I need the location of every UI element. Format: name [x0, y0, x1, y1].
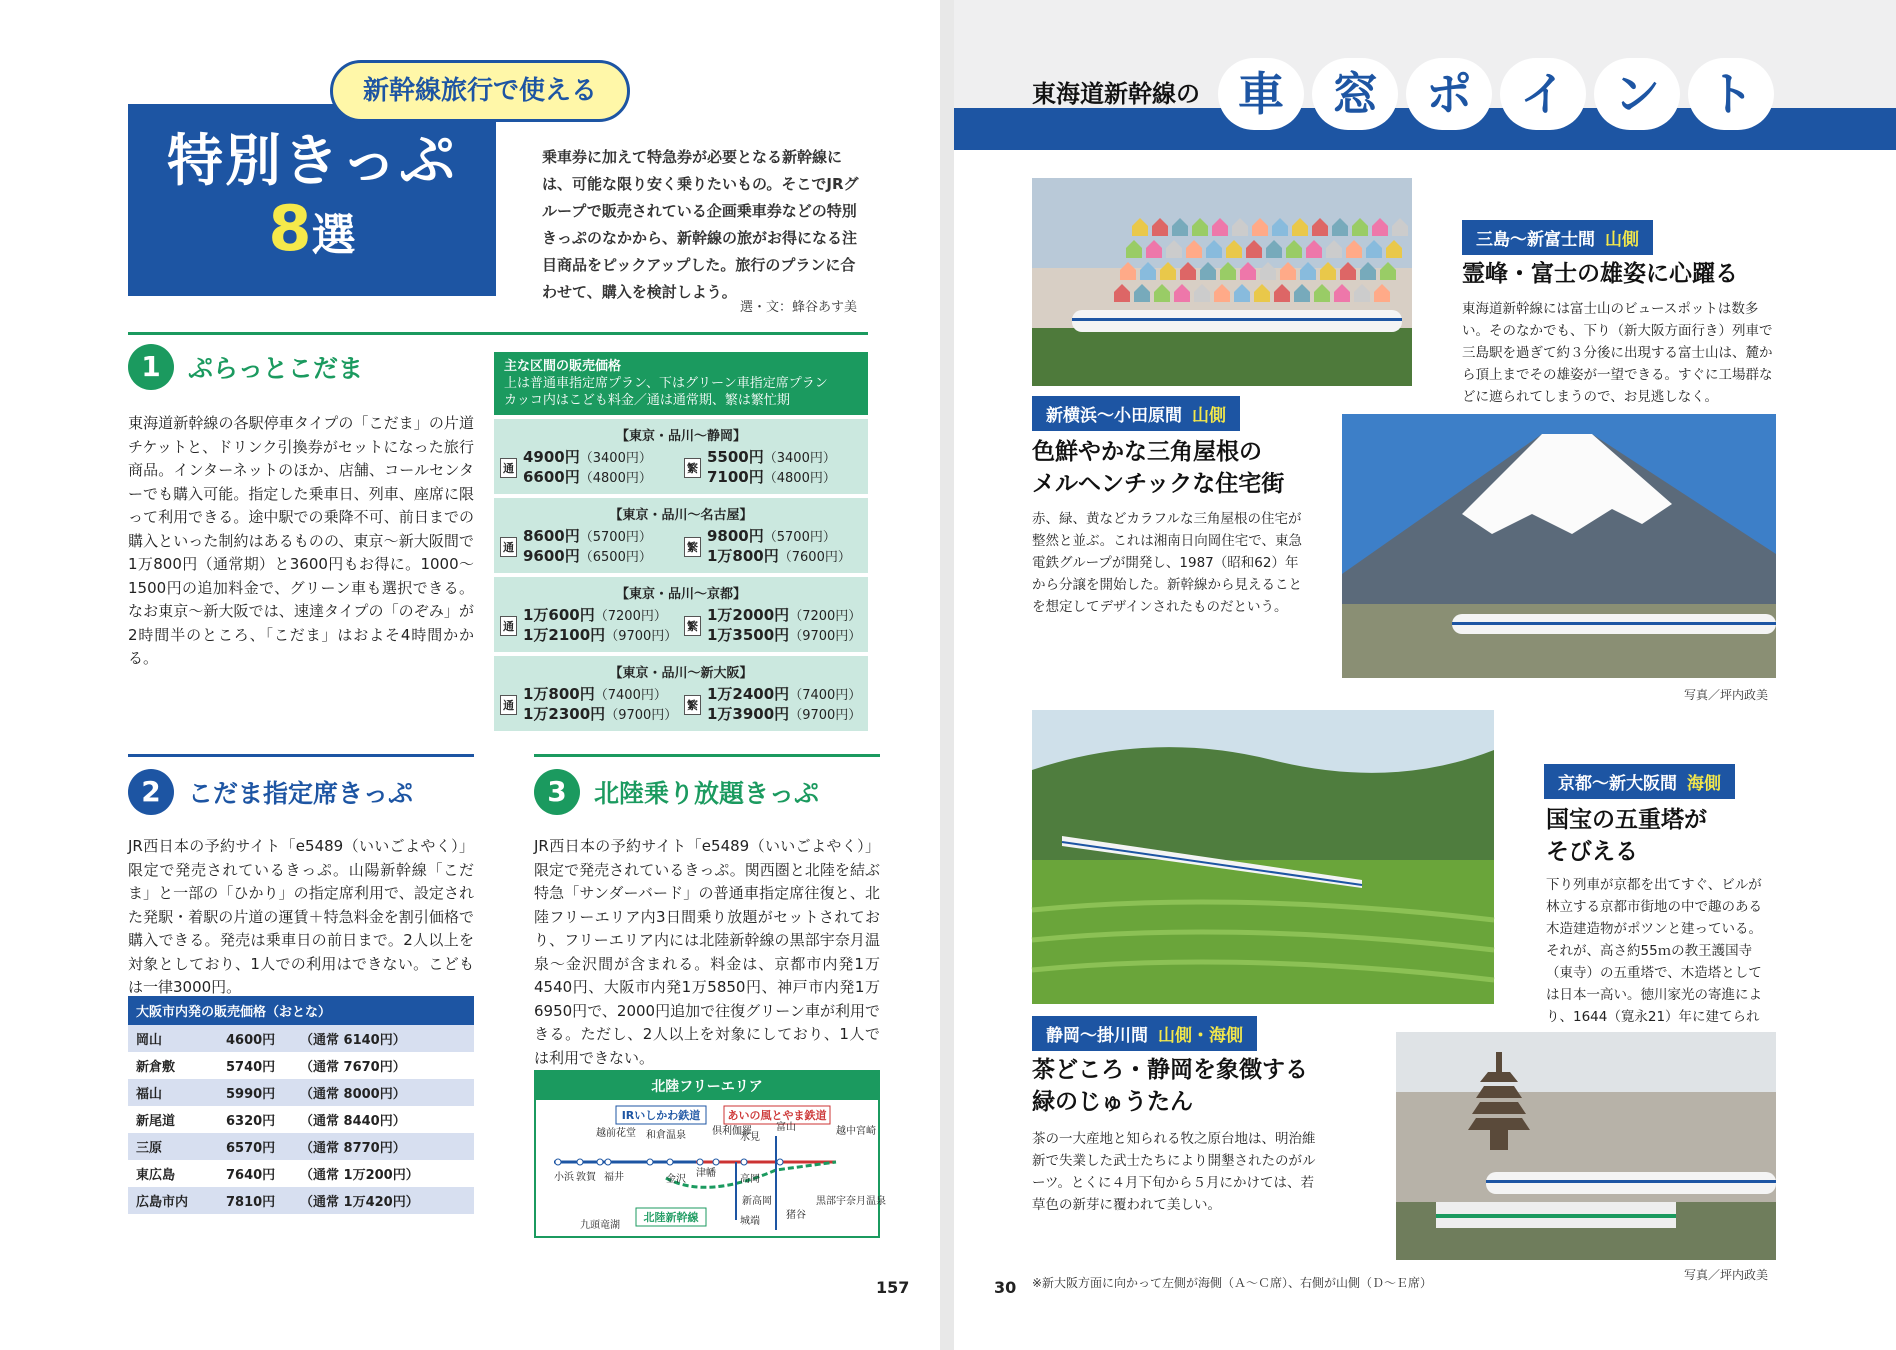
child-price: （5700円） [763, 530, 836, 545]
section-2-rule [128, 754, 474, 757]
table-row [128, 1052, 474, 1079]
price-values [707, 685, 861, 725]
normal-price: （通常 7670円） [300, 1060, 406, 1075]
loc-text: 三島〜新富士間 [1476, 230, 1595, 250]
price: 5740円 [226, 1060, 276, 1075]
divider [128, 332, 868, 335]
price: 7810円 [226, 1195, 276, 1210]
station-label: 敦賀 [576, 1172, 596, 1183]
child-price: （6500円） [579, 550, 652, 565]
section-number: 2 [128, 769, 174, 815]
normal-price: （通常 8770円） [300, 1141, 406, 1156]
station-dot [605, 1159, 611, 1165]
route-name: 【東京・品川〜新大阪】 [609, 666, 753, 681]
price-table [128, 996, 474, 1214]
station-label: 福井 [604, 1172, 624, 1183]
station-dot [741, 1159, 747, 1165]
station-label: 黒部宇奈月温泉 [816, 1196, 886, 1207]
spot-title [1546, 804, 1776, 868]
price: 6570円 [226, 1141, 276, 1156]
tag-normal: 通 [500, 695, 517, 715]
station-label: 金沢 [666, 1174, 686, 1185]
tag-busy: 繁 [684, 616, 701, 636]
price: 1万3900円 [707, 705, 790, 723]
right-page [954, 0, 1896, 1350]
price-head-line3: カッコ内はこども料金／通は通常期、繁は繁忙期 [504, 393, 790, 408]
station-label: 高岡 [740, 1174, 760, 1185]
ainokaze-label: あいの風とやま鉄道 [727, 1109, 827, 1122]
map-diagram [536, 1100, 886, 1238]
normal-price: （通常 8000円） [300, 1087, 406, 1102]
price: 8600円 [523, 527, 580, 545]
station-label: 城端 [740, 1216, 760, 1227]
location-label [1544, 764, 1735, 799]
price: 1万800円 [707, 547, 779, 565]
loc-text: 京都〜新大阪間 [1558, 774, 1677, 794]
section-body: 東海道新幹線の各駅停車タイプの「こだま」の片道チケットと、ドリンク引換券がセットになった旅行商品。インターネットのほか、店舗、コールセンターでも購入可能。指定した乗車日、列車、座席に限って利用できる。途中駅での乗降不可、前日までの購入といった制約はあるものの、東京〜新大阪間で1万800円（通常期）と3600円もお得に。1000〜1500円の追加料金で、グリーン車も選択できる。なお東京〜新大阪では、速達タイプの「のぞみ」が2時間半のところ、「こだま」はおよそ4時間かかる。 [128, 414, 474, 667]
price-values [523, 606, 677, 646]
houses-image [1032, 178, 1412, 386]
header-char: ポ [1406, 58, 1492, 130]
table-row [128, 1106, 474, 1133]
page-number: 157 [876, 1278, 910, 1297]
station-label: 九頭竜湖 [580, 1220, 620, 1231]
header-char: ン [1594, 58, 1680, 130]
child-price: （9700円） [605, 708, 678, 723]
tag-normal: 通 [500, 537, 517, 557]
table-row [128, 1160, 474, 1187]
photo-tea-fields [1032, 710, 1494, 1004]
child-price: （9700円） [605, 629, 678, 644]
tag-busy: 繁 [684, 695, 701, 715]
normal-price: （通常 6140円） [300, 1033, 406, 1048]
price: 6600円 [523, 468, 580, 486]
photo-houses [1032, 178, 1412, 386]
price-head-line1: 主な区間の販売価格 [504, 359, 622, 374]
normal-price: （通常 8440円） [300, 1114, 406, 1129]
station-dot [577, 1159, 583, 1165]
table-row [128, 1079, 474, 1106]
station-label: 猪谷 [786, 1210, 806, 1221]
price-row [500, 606, 862, 646]
table-row [128, 1187, 474, 1214]
title-line: 国宝の五重塔が [1546, 807, 1707, 833]
price-normal [500, 606, 678, 646]
price: 1万2300円 [523, 705, 606, 723]
photo-pagoda [1396, 1032, 1776, 1260]
dest: 新尾道 [136, 1114, 176, 1129]
price: 6320円 [226, 1114, 276, 1129]
section-2 [128, 754, 474, 1000]
price-normal [500, 448, 678, 488]
section-2-head [128, 769, 474, 815]
loc-text: 新横浜〜小田原間 [1046, 406, 1182, 426]
location-label [1032, 1016, 1257, 1051]
title-box [128, 104, 496, 296]
price-row [500, 685, 862, 725]
loc-side: 山側 [1605, 230, 1639, 250]
tag-normal: 通 [500, 458, 517, 478]
station-label: 富山 [776, 1122, 796, 1133]
price-values [707, 448, 836, 488]
dest: 福山 [136, 1087, 163, 1102]
table-row [128, 1133, 474, 1160]
child-price: （9700円） [789, 708, 862, 723]
normal-price: （通常 1万200円） [300, 1168, 419, 1183]
spot-title [1032, 436, 1322, 500]
left-page [0, 0, 940, 1350]
price: 9600円 [523, 547, 580, 565]
price-row [500, 527, 862, 567]
station-dot [713, 1159, 719, 1165]
price-busy [684, 527, 862, 567]
tag-normal: 通 [500, 616, 517, 636]
price-values [523, 685, 677, 725]
title-count: 8選 [268, 192, 356, 265]
section-title: こだま指定席きっぷ [188, 779, 414, 808]
price-busy [684, 606, 862, 646]
photo-credit: 写真／坪内政美 [1684, 1268, 1769, 1282]
price-route [494, 577, 868, 652]
station-label: 倶利伽羅 [712, 1126, 752, 1137]
dest: 東広島 [136, 1168, 176, 1183]
station-dot [647, 1159, 653, 1165]
child-price: （4800円） [763, 471, 836, 486]
price: 5500円 [707, 448, 764, 466]
route-map [534, 1070, 886, 1238]
photo-credit: 写真／坪内政美 [1684, 688, 1769, 702]
station-label: 越中宮崎 [836, 1126, 876, 1137]
station-dot [697, 1159, 703, 1165]
spot-body: 東海道新幹線には富士山のビュースポットは数多い。そのなかでも、下り（新大阪方面行き）列車で三島駅を過ぎて約３分後に出現する富士山は、麓から頂上までその雄姿が一望できる。すぐに工場群などに遮られてしまうので、お見逃しなく。 [1462, 301, 1773, 405]
header-char: 車 [1218, 58, 1304, 130]
footnote: ※新大阪方面に向かって左側が海側（Ａ〜Ｃ席）、右側が山側（Ｄ〜Ｅ席） [1032, 1276, 1433, 1290]
tea-image [1032, 710, 1494, 1004]
table-rows [128, 1025, 474, 1214]
dest: 広島市内 [136, 1195, 189, 1210]
child-price: （4800円） [579, 471, 652, 486]
price-row [500, 448, 862, 488]
child-price: （9700円） [789, 629, 862, 644]
title-line: そびえる [1546, 839, 1638, 865]
price: 5990円 [226, 1087, 276, 1102]
dest: 新倉敷 [136, 1060, 176, 1075]
loc-text: 静岡〜掛川間 [1046, 1026, 1148, 1046]
title-line: 茶どころ・静岡を象徴する [1032, 1057, 1308, 1083]
price-values [707, 527, 851, 567]
price: 7640円 [226, 1168, 276, 1183]
title-main: 特別きっぷ [167, 129, 457, 194]
spot-body: 赤、緑、黄などカラフルな三角屋根の住宅が整然と並ぶ。これは湘南日向岡住宅で、東急電鉄グループが開発し、1987（昭和62）年から分譲を開始した。新幹線から見えることを想定してデザインされたものだという。 [1032, 511, 1302, 615]
station-dot [667, 1159, 673, 1165]
fuji-image [1342, 414, 1776, 678]
photo-fuji [1342, 414, 1776, 678]
loc-side: 山側・海側 [1158, 1026, 1243, 1046]
section-1 [128, 344, 474, 671]
price: 4900円 [523, 448, 580, 466]
title-bubble: 新幹線旅行で使える [330, 60, 630, 122]
price-normal [500, 527, 678, 567]
dest: 岡山 [136, 1033, 163, 1048]
child-price: （5700円） [579, 530, 652, 545]
station-label: 津幡 [696, 1168, 716, 1179]
price-values [523, 527, 652, 567]
station-label: 小浜 [554, 1172, 574, 1183]
section-3-rule [534, 754, 880, 757]
station-label: 新高岡 [742, 1196, 772, 1207]
price-route [494, 419, 868, 494]
station-dot [597, 1159, 603, 1165]
header-char: イ [1500, 58, 1586, 130]
price-box-head [494, 352, 868, 415]
child-price: （7600円） [778, 550, 851, 565]
station-dot [555, 1159, 561, 1165]
price-routes [494, 419, 868, 731]
child-price: （3400円） [763, 451, 836, 466]
spot-body: 下り列車が京都を出てすぐ、ビルが林立する京都市街地の中で趣のある木造建造物がポツンと建っている。それが、高さ約55ｍの教王護国寺（東寺）の五重塔で、木造塔としては日本一高い。徳川家光の寄進により、1644（寛永21）年に建てられ [1546, 877, 1762, 1025]
section-title: 北陸乗り放題きっぷ [594, 779, 820, 808]
price: 1万600円 [523, 606, 595, 624]
station-label: 氷見 [740, 1132, 760, 1143]
price-busy [684, 448, 862, 488]
price: 1万2000円 [707, 606, 790, 624]
price: 9800円 [707, 527, 764, 545]
normal-price: （通常 1万420円） [300, 1195, 419, 1210]
price-box [494, 352, 868, 731]
price-busy [684, 685, 862, 725]
price: 4600円 [226, 1033, 276, 1048]
price: 1万800円 [523, 685, 595, 703]
title-line: 緑のじゅうたん [1032, 1089, 1193, 1115]
price: 1万2100円 [523, 626, 606, 644]
credit: 選・文：蜂谷あす美 [740, 300, 858, 315]
price-values [523, 448, 652, 488]
header-char: ト [1688, 58, 1774, 130]
child-price: （7200円） [789, 609, 862, 624]
station-label: 越前花堂 [596, 1128, 636, 1139]
location-label [1462, 220, 1653, 255]
section-3 [534, 754, 880, 1070]
tag-busy: 繁 [684, 458, 701, 478]
route-name: 【東京・品川〜静岡】 [615, 429, 746, 444]
title-line: メルヘンチックな住宅街 [1032, 471, 1285, 497]
price-normal [500, 685, 678, 725]
child-price: （7400円） [789, 688, 862, 703]
table-row [128, 1025, 474, 1052]
header-prefix: 東海道新幹線の [1032, 80, 1200, 108]
child-price: （7200円） [594, 609, 667, 624]
section-title: ぷらっとこだま [188, 354, 364, 383]
child-price: （3400円） [579, 451, 652, 466]
route-name: 【東京・品川〜名古屋】 [609, 508, 753, 523]
section-number: 1 [128, 344, 174, 390]
price: 1万2400円 [707, 685, 790, 703]
header-char: 窓 [1312, 58, 1398, 130]
station-label: 和倉温泉 [646, 1130, 686, 1141]
spot-title [1032, 1054, 1352, 1118]
title-line: 色鮮やかな三角屋根の [1032, 439, 1262, 465]
price-values [707, 606, 861, 646]
section-body: JR西日本の予約サイト「e5489（いいごよやく）」限定で発売されているきっぷ。関西圏と北陸を結ぶ特急「サンダーバード」の普通車指定席往復と、北陸フリーエリア内3日間乗り放題がセットされており、フリーエリア内には北陸新幹線の黒部宇奈月温泉〜金沢間が含まれる。料金は、京都市内発1万4540円、大阪市内発1万5850円、神戸市内発1万6950円で、2000円追加で往復グリーン車が利用できる。ただし、2人以上を対象にしており、1人では利用できない。 [534, 837, 880, 1067]
loc-side: 海側 [1687, 774, 1721, 794]
dest: 三原 [136, 1141, 163, 1156]
price-route [494, 498, 868, 573]
section-1-head [128, 344, 474, 390]
price-head-line2: 上は普通車指定席プラン、下はグリーン車指定席プラン [504, 376, 828, 391]
price: 1万3500円 [707, 626, 790, 644]
pagoda-image [1396, 1032, 1776, 1260]
spot-title: 霊峰・富士の雄姿に心躍る [1462, 261, 1738, 287]
tag-busy: 繁 [684, 537, 701, 557]
section-3-head [534, 769, 880, 815]
price-route [494, 656, 868, 731]
section-body: JR西日本の予約サイト「e5489（いいごよやく）」限定で発売されているきっぷ。山陽新幹線「こだま」と一部の「ひかり」の指定席利用で、設定された発駅・着駅の片道の運賃＋特急料金を割引価格で購入できる。発売は乗車日の前日まで。2人以上を対象としており、1人での利用はできない。こどもは一律3000円。 [128, 837, 474, 996]
page-number: 30 [994, 1278, 1017, 1297]
intro-text: 乗車券に加えて特急券が必要となる新幹線には、可能な限り安く乗りたいもの。そこでJRグループで販売されている企画乗車券などの特別きっぷのなかから、新幹線の旅がお得になる注目商品をピックアップした。旅行のプランに合わせて、購入を検討しよう。 [542, 148, 859, 301]
ir-label: IRいしかわ鉄道 [621, 1109, 701, 1122]
map-title: 北陸フリーエリア [536, 1072, 878, 1100]
child-price: （7400円） [594, 688, 667, 703]
price: 7100円 [707, 468, 764, 486]
shinkansen-label: 北陸新幹線 [643, 1211, 699, 1224]
spot-body: 茶の一大産地と知られる牧之原台地は、明治維新で失業した武士たちにより開墾されたのがルーツ。とくに４月下旬から５月にかけては、若草色の新芽に覆われて美しい。 [1032, 1131, 1316, 1213]
loc-side: 山側 [1192, 406, 1226, 426]
table-head: 大阪市内発の販売価格（おとな） [128, 996, 474, 1025]
station-dot [777, 1159, 783, 1165]
section-number: 3 [534, 769, 580, 815]
location-label [1032, 396, 1240, 431]
route-name: 【東京・品川〜京都】 [615, 587, 746, 602]
